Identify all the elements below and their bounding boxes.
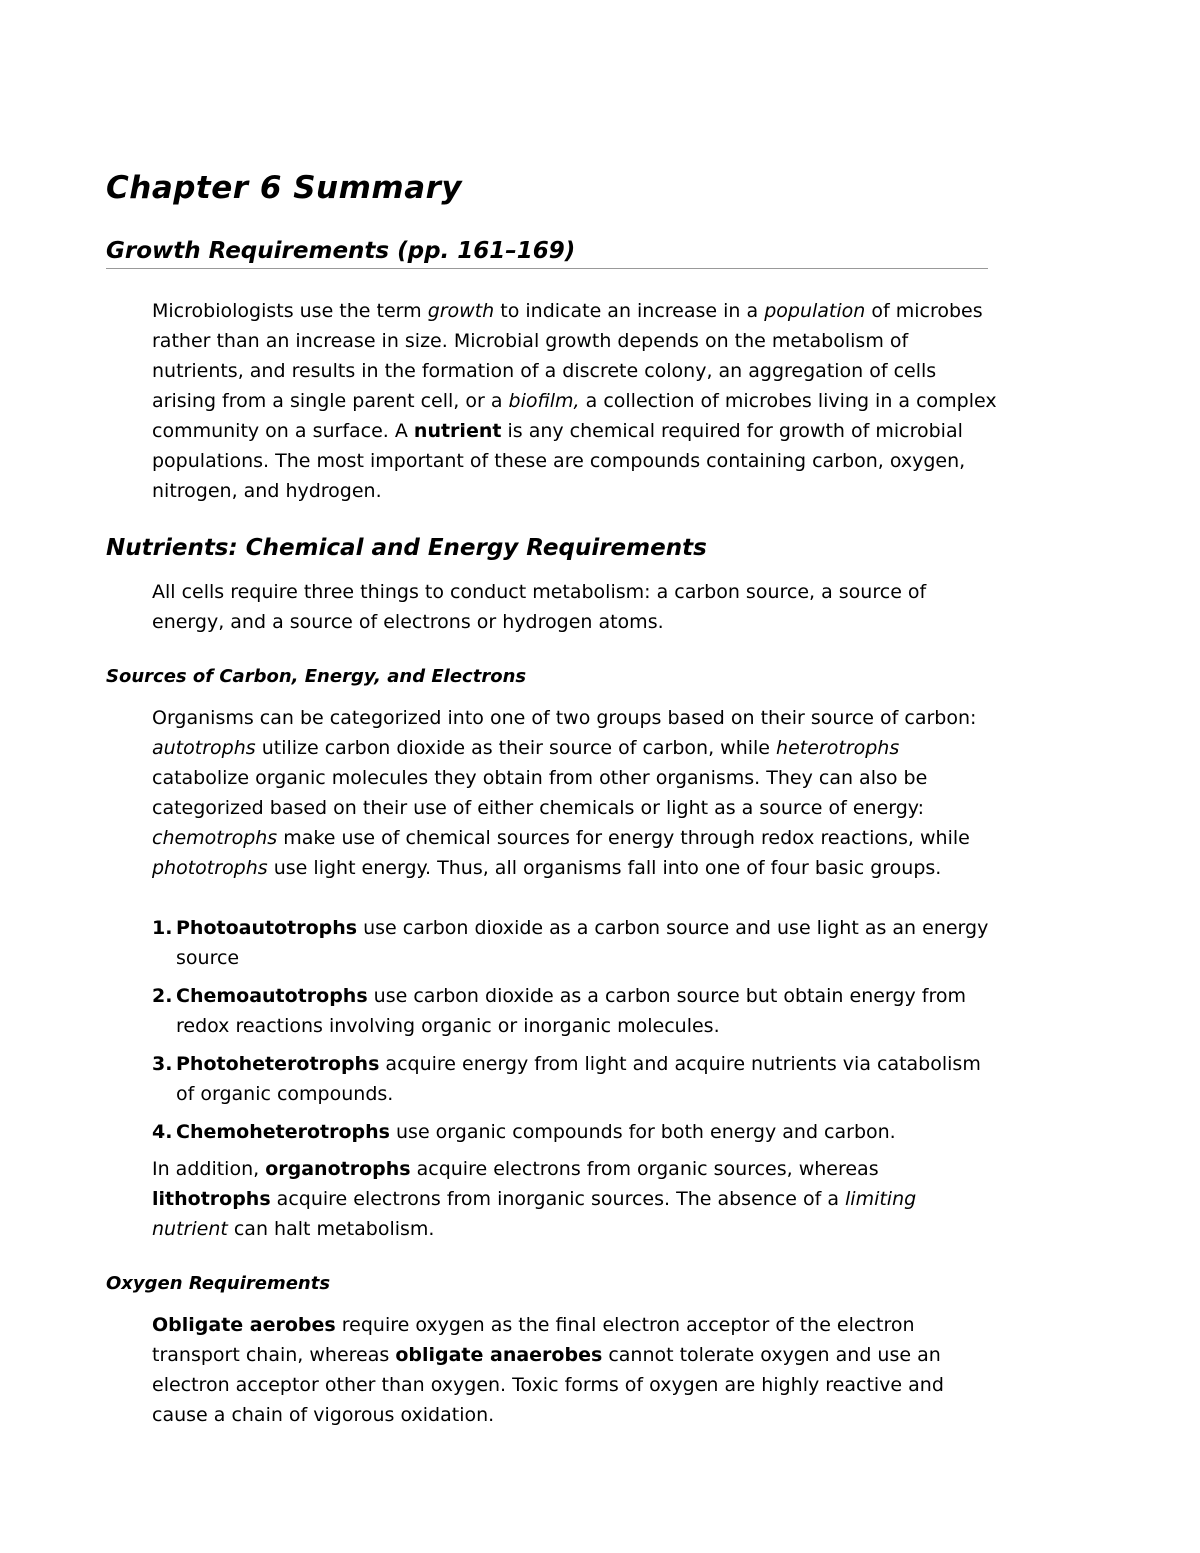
text-run: use organic compounds for both energy and carbon. (389, 1121, 896, 1143)
list-item-text (176, 985, 966, 1037)
italic-term: growth (427, 300, 495, 322)
text-run: of microbes rather than an increase in size. Microbial growth depends on the metabolism of nutrients, and results in the formation of a discrete colony, an aggregation of cells arising from a single parent cell, or a (152, 300, 983, 412)
subheading-sources: Sources of Carbon, Energy, and Electrons (106, 666, 527, 687)
text-run: cannot tolerate oxygen and use an electron acceptor other than oxygen. Toxic forms of oxygen are highly reactive and cause a chain of vigorous oxidation. (152, 1344, 944, 1426)
list-item (152, 1117, 997, 1147)
bold-term: Photoautotrophs (176, 917, 358, 939)
italic-term: chemotrophs (152, 827, 278, 849)
text-run: use carbon dioxide as a carbon source and use light as an energy source (176, 917, 989, 969)
bold-term: Obligate aerobes (152, 1314, 336, 1336)
text-run: a collection of microbes living in a complex community on a surface. A (152, 390, 997, 442)
bold-term: Photoheterotrophs (176, 1053, 380, 1075)
text-run: Organisms can be categorized into one of two groups based on their source of carbon: (152, 707, 977, 729)
section-heading-growth-requirements: Growth Requirements (pp. 161–169) (106, 238, 988, 269)
bold-term: obligate anaerobes (395, 1344, 603, 1366)
text-run: use light energy. Thus, all organisms fall into one of four basic groups. (267, 857, 942, 879)
list-number: 1. (152, 917, 173, 939)
text-run: use carbon dioxide as a carbon source but obtain energy from redox reactions involving organic or inorganic molecules. (176, 985, 966, 1037)
text-run: can halt metabolism. (227, 1218, 435, 1240)
bold-term: nutrient (413, 420, 502, 442)
growth-requirements-paragraph (152, 296, 997, 506)
list-number: 3. (152, 1053, 173, 1075)
subheading-oxygen: Oxygen Requirements (106, 1273, 331, 1294)
text-run: acquire electrons from inorganic sources. The absence of a (270, 1188, 846, 1210)
oxygen-paragraph (152, 1310, 997, 1430)
text-run: acquire energy from light and acquire nutrients via catabolism of organic compounds. (176, 1053, 981, 1105)
italic-term: autotrophs (152, 737, 256, 759)
list-item (152, 981, 997, 1041)
text-run: All cells require three things to conduct metabolism: a carbon source, a source of energy, and a source of electrons or hydrogen atoms. (152, 581, 927, 633)
bold-term: lithotrophs (152, 1188, 271, 1210)
list-number: 4. (152, 1121, 173, 1143)
text-run: require oxygen as the final electron acceptor of the electron transport chain, whereas (152, 1314, 915, 1366)
italic-term: biofilm, (508, 390, 580, 412)
text-run: utilize carbon dioxide as their source of carbon, while (255, 737, 777, 759)
text-run: is any chemical required for growth of microbial populations. The most important of these are compounds containing carbon, oxygen, nitrogen, and hydrogen. (152, 420, 966, 502)
bold-term: Chemoautotrophs (176, 985, 368, 1007)
text-run: catabolize organic molecules they obtain from other organisms. They can also be categorized based on their use of either chemicals or light as a source of energy: (152, 767, 928, 819)
italic-term: limiting nutrient (152, 1188, 917, 1240)
bold-term: organotrophs (265, 1158, 411, 1180)
bold-term: Chemoheterotrophs (176, 1121, 390, 1143)
nutrients-paragraph (152, 577, 997, 637)
list-item-text (176, 1121, 896, 1143)
italic-term: phototrophs (152, 857, 268, 879)
text-run: to indicate an increase in a (494, 300, 765, 322)
list-item-text (176, 1053, 981, 1105)
sources-paragraph (152, 703, 997, 883)
list-item (152, 913, 997, 973)
text-run: Microbiologists use the term (152, 300, 428, 322)
list-item (152, 1049, 997, 1109)
text-run: acquire electrons from organic sources, whereas (410, 1158, 879, 1180)
electron-sources-paragraph (152, 1154, 997, 1244)
text-run: make use of chemical sources for energy through redox reactions, while (277, 827, 970, 849)
text-run: In addition, (152, 1158, 266, 1180)
section-heading-nutrients: Nutrients: Chemical and Energy Requirements (106, 535, 707, 561)
organism-groups-list (152, 913, 997, 1147)
list-number: 2. (152, 985, 173, 1007)
italic-term: population (764, 300, 866, 322)
italic-term: heterotrophs (776, 737, 900, 759)
list-item-text (176, 917, 988, 969)
page-title: Chapter 6 Summary (106, 170, 463, 206)
